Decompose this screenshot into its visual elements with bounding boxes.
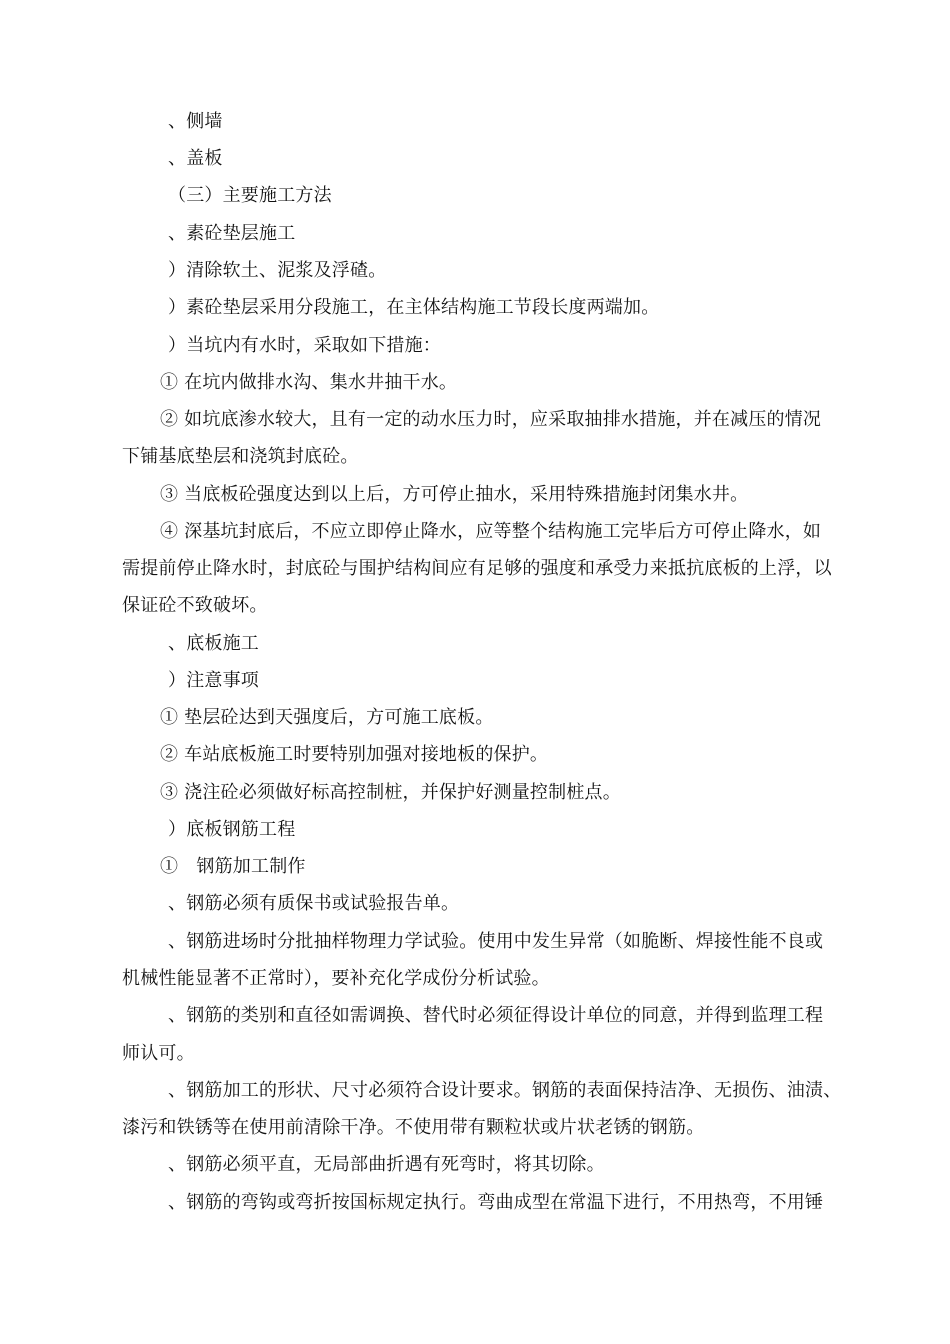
text-line: ）底板钢筋工程	[168, 819, 296, 840]
text-line: ① 在坑内做排水沟、集水井抽干水。	[160, 372, 458, 393]
text-line: 机械性能显著不正常时），要补充化学成份分析试验。	[122, 968, 550, 989]
text-line: 、钢筋的类别和直径如需调换、替代时必须征得设计单位的同意，并得到监理工程	[168, 1005, 824, 1026]
text-line: 、素砼垫层施工	[168, 223, 296, 244]
text-line: ）当坑内有水时，采取如下措施：	[168, 335, 441, 356]
text-line: 需提前停止降水时，封底砼与围护结构间应有足够的强度和承受力来抵抗底板的上浮，以	[122, 558, 832, 579]
text-line: 师认可。	[122, 1043, 195, 1064]
text-line: ① 钢筋加工制作	[160, 856, 306, 877]
text-line: 、钢筋进场时分批抽样物理力学试验。使用中发生异常（如脆断、焊接性能不良或	[168, 931, 824, 952]
text-line: ③ 浇注砼必须做好标高控制桩，并保护好测量控制桩点。	[160, 782, 621, 803]
text-line: ）注意事项	[168, 670, 259, 691]
text-line: ③ 当底板砼强度达到以上后，方可停止抽水，采用特殊措施封闭集水井。	[160, 484, 749, 505]
text-line: ② 车站底板施工时要特别加强对接地板的保护。	[160, 744, 549, 765]
text-line: 、钢筋加工的形状、尺寸必须符合设计要求。钢筋的表面保持洁净、无损伤、油渍、	[168, 1080, 842, 1101]
text-line: 、钢筋必须平直，无局部曲折遇有死弯时，将其切除。	[168, 1154, 605, 1175]
text-line: 下铺基底垫层和浇筑封底砼。	[122, 446, 359, 467]
text-line: 漆污和铁锈等在使用前清除干净。不使用带有颗粒状或片状老锈的钢筋。	[122, 1117, 705, 1138]
text-line: 、钢筋的弯钩或弯折按国标规定执行。弯曲成型在常温下进行，不用热弯，不用锤	[168, 1192, 824, 1213]
section-heading: （三）主要施工方法	[168, 185, 332, 206]
text-line: 保证砼不致破坏。	[122, 595, 268, 616]
text-line: ② 如坑底渗水较大，且有一定的动水压力时，应采取抽排水措施，并在减压的情况	[160, 409, 822, 430]
text-line: ）素砼垫层采用分段施工，在主体结构施工节段长度两端加。	[168, 297, 660, 318]
text-line: ）清除软土、泥浆及浮碴。	[168, 260, 387, 281]
text-line: 、钢筋必须有质保书或试验报告单。	[168, 893, 460, 914]
text-line: 、盖板	[168, 148, 223, 169]
text-line: 、侧墙	[168, 111, 223, 132]
text-line: ① 垫层砼达到天强度后，方可施工底板。	[160, 707, 494, 728]
text-line: ④ 深基坑封底后，不应立即停止降水，应等整个结构施工完毕后方可停止降水，如	[160, 521, 822, 542]
text-line: 、底板施工	[168, 633, 259, 654]
